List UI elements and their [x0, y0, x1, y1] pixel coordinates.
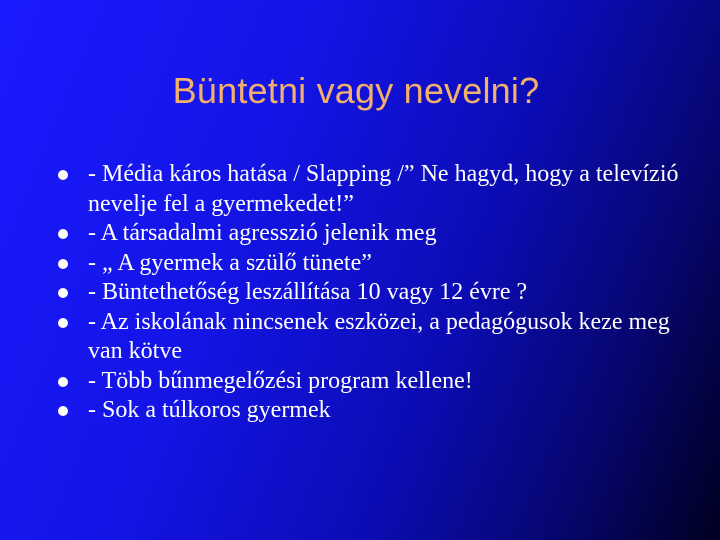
bullet-dot-icon [58, 288, 68, 298]
bullet-text: - Média káros hatása / Slapping /” Ne hagyd, hogy a televízió nevelje fel a gyermekedet!” [88, 161, 679, 217]
bullet-item [58, 308, 698, 367]
bullet-text: - Büntethetőség leszállítása 10 vagy 12 évre ? [88, 279, 528, 305]
bullet-dot-icon [58, 318, 68, 328]
bullet-text: - „ A gyermek a szülő tünete” [88, 249, 372, 276]
bullet-item [58, 219, 698, 249]
bullet-text: - Sok a túlkoros gyermek [88, 397, 331, 423]
bullet-list [58, 160, 698, 426]
bullet-text: - A társadalmi agresszió jelenik meg [88, 220, 437, 246]
bullet-dot-icon [58, 406, 68, 416]
slide-title: Büntetni vagy nevelni? [172, 70, 540, 111]
bullet-dot-icon [58, 377, 68, 387]
bullet-dot-icon [58, 229, 68, 239]
bullet-item [58, 160, 698, 219]
bullet-text: - Az iskolának nincsenek eszközei, a pedagógusok keze meg van kötve [88, 308, 670, 364]
bullet-item [58, 396, 698, 426]
bullet-item [58, 367, 698, 397]
bullet-dot-icon [58, 170, 68, 180]
bullet-text: - Több bűnmegelőzési program kellene! [88, 367, 473, 394]
bullet-item [58, 249, 698, 279]
bullet-dot-icon [58, 259, 68, 269]
bullet-item [58, 278, 698, 308]
